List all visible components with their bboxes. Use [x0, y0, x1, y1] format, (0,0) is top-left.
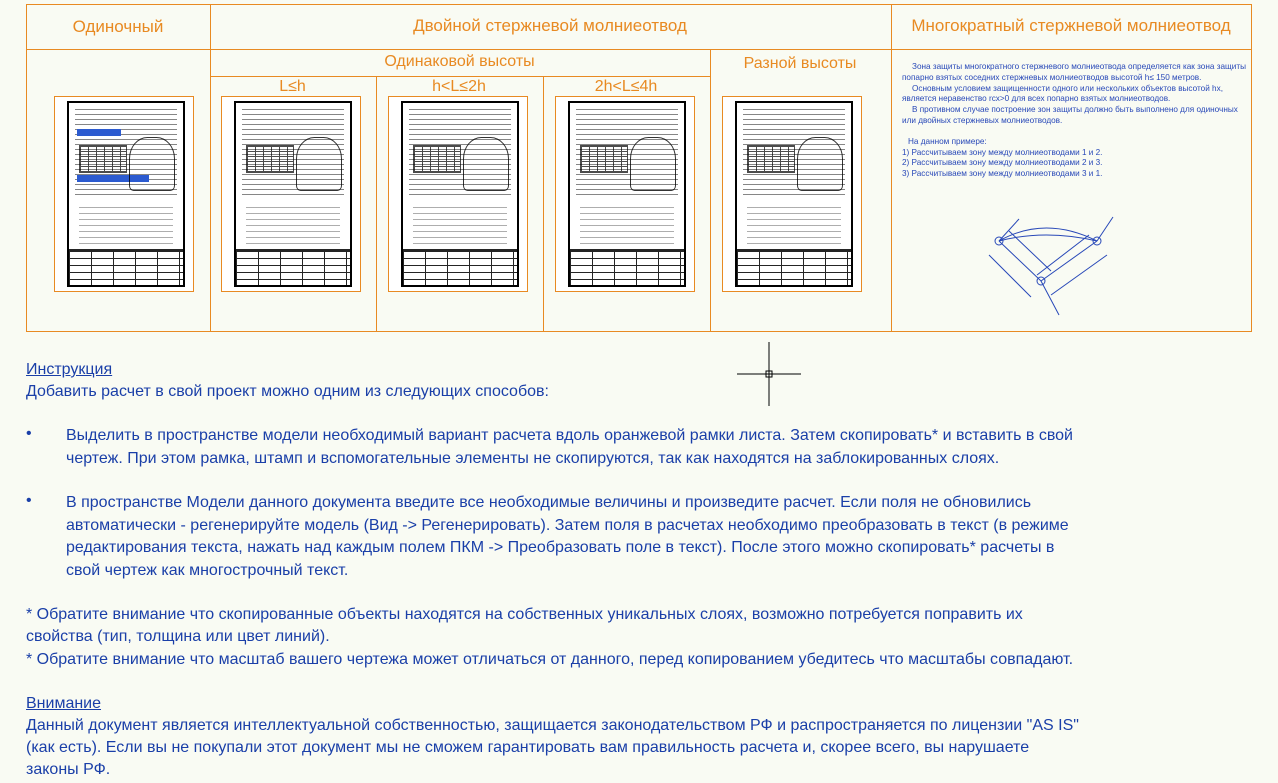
zone-boundary: [999, 228, 1097, 241]
warning-text-line: Данный документ является интеллектуальной собственностью, защищается законодательством РФ и распространяется по лицензии "AS IS": [26, 717, 1079, 734]
title-block: [403, 249, 517, 285]
protection-zone-figure: [129, 137, 175, 191]
title-block: [570, 249, 684, 285]
header-single: Одиночный: [72, 17, 164, 36]
subheader-l-le-h: L≤h: [279, 78, 306, 95]
subheader-h-lt-l-le-2h: h<L≤2h: [432, 78, 486, 95]
protection-zone-figure: [463, 137, 509, 191]
divider: [210, 76, 710, 77]
example-step: 2) Рассчитываем зону между молниеотводами 2 и 3.: [902, 158, 1103, 168]
instruction-option-2: [66, 492, 1256, 582]
calc-table: [580, 145, 628, 173]
instructions-title: Инструкция: [26, 361, 113, 378]
title-block: [737, 249, 851, 285]
title-block: [236, 249, 350, 285]
drawing-sheet: [568, 101, 686, 287]
warning-text-line: (как есть). Если вы не покупали этот документ мы не сможем гарантировать вам правильность расчета и, скорее всего, вы нарушаете: [26, 739, 1030, 756]
subheader-2h-lt-l-le-4h: 2h<L≤4h: [594, 78, 658, 95]
text-lines: [580, 207, 674, 247]
text-line: редактирования текста, нажать над каждым полем ПКМ -> Преобразовать поле в текст). После этого можно скопировать* расчеты в: [66, 539, 1055, 556]
note-layers-cont: свойства (тип, толщина или цвет линий).: [26, 628, 330, 645]
text-lines: [747, 207, 841, 247]
header-multi: Многократный стержневой молниеотвод: [911, 16, 1231, 35]
divider: [543, 76, 544, 331]
text-line: Выделить в пространстве модели необходимый вариант расчета вдоль оранжевой рамки листа. Затем скопировать* и вставить в свой: [66, 427, 1073, 444]
warning-title: Внимание: [26, 695, 102, 712]
drawing-thumbnail-l-le-h[interactable]: [221, 96, 361, 292]
warning-text-line: законы РФ.: [26, 761, 111, 778]
divider: [891, 5, 892, 331]
multi-rod-description: [902, 62, 1252, 180]
crosshair-cursor-icon: [737, 342, 801, 406]
text-line: В пространстве Модели данного документа введите все необходимые величины и произведите расчет. Если поля не обновились: [66, 494, 1032, 511]
instructions-intro: Добавить расчет в свой проект можно одним из следующих способов:: [26, 383, 549, 400]
highlight-bar: [77, 129, 121, 136]
example-step: 1) Рассчитываем зону между молниеотводами 1 и 2.: [902, 147, 1103, 157]
drawing-thumbnail-h-lt-l-le-2h[interactable]: [388, 96, 528, 292]
drawing-sheet: [67, 101, 185, 287]
calc-table: [413, 145, 461, 173]
text-line: чертеж. При этом рамка, штамп и вспомогательные элементы не скопируются, так как находятся на заблокированных слоях.: [66, 449, 1000, 467]
protection-zone-figure: [630, 137, 676, 191]
instruction-option-1: [66, 425, 1256, 470]
divider: [710, 49, 711, 331]
calc-table: [246, 145, 294, 173]
calc-table: [747, 145, 795, 173]
drawing-sheet: [401, 101, 519, 287]
subheader-different-height: Разной высоты: [743, 55, 857, 72]
multi-paragraph: Зона защиты многократного стержневого молниеотвода определяется как зона защиты попарно взятых соседних стержневых молниеотводов высотой h≤ 150 метров.: [902, 62, 1246, 82]
title-block: [69, 249, 183, 285]
leader-line: [999, 217, 1113, 315]
protection-zone-figure: [797, 137, 843, 191]
multi-paragraph: В противном случае построение зон защиты должно быть выполнено для одиночных или двойных стержневых молниеотводов.: [902, 105, 1238, 125]
drawing-sheet: [735, 101, 853, 287]
drawing-thumbnail-single[interactable]: [54, 96, 194, 292]
bullet-icon: •: [26, 425, 32, 442]
drawing-thumbnail-different-height[interactable]: [722, 96, 862, 292]
header-double: Двойной стержневой молниеотвод: [413, 16, 687, 35]
text-lines: [246, 207, 340, 247]
subheader-same-height: Одинаковой высоты: [384, 53, 535, 70]
example-title: На данном примере:: [908, 136, 987, 146]
divider: [27, 49, 1251, 50]
zone-boundary: [989, 231, 1051, 297]
protection-zone-figure: [296, 137, 342, 191]
zone-boundary: [999, 241, 1097, 281]
bullet-icon: •: [26, 492, 32, 509]
zone-boundary: [1037, 235, 1107, 295]
multi-paragraph: Основным условием защищенности одного или нескольких объектов высотой hx, является неравенство rcx>0 для всех попарно взятых молниеотводов.: [902, 83, 1223, 104]
multi-rod-diagram: [985, 205, 1145, 323]
divider: [376, 76, 377, 331]
note-scale: * Обратите внимание что масштаб вашего чертежа может отличаться от данного, перед копированием убедитесь что масштабы совпадают.: [26, 651, 1074, 668]
drawing-thumbnail-2h-lt-l-le-4h[interactable]: [555, 96, 695, 292]
calc-table: [79, 145, 127, 173]
text-lines: [413, 207, 507, 247]
text-lines: [79, 207, 173, 247]
text-line: автоматически - регенерируйте модель (Вид -> Регенерировать). Затем поля в расчетах необходимо преобразовать в текст (в режиме: [66, 516, 1069, 534]
text-line: свой чертеж как многострочный текст.: [66, 561, 349, 579]
drawing-sheet: [234, 101, 352, 287]
example-step: 3) Рассчитываем зону между молниеотводами 3 и 1.: [902, 169, 1103, 179]
note-layers: * Обратите внимание что скопированные объекты находятся на собственных уникальных слоях, возможно потребуется поправить их: [26, 606, 1023, 623]
